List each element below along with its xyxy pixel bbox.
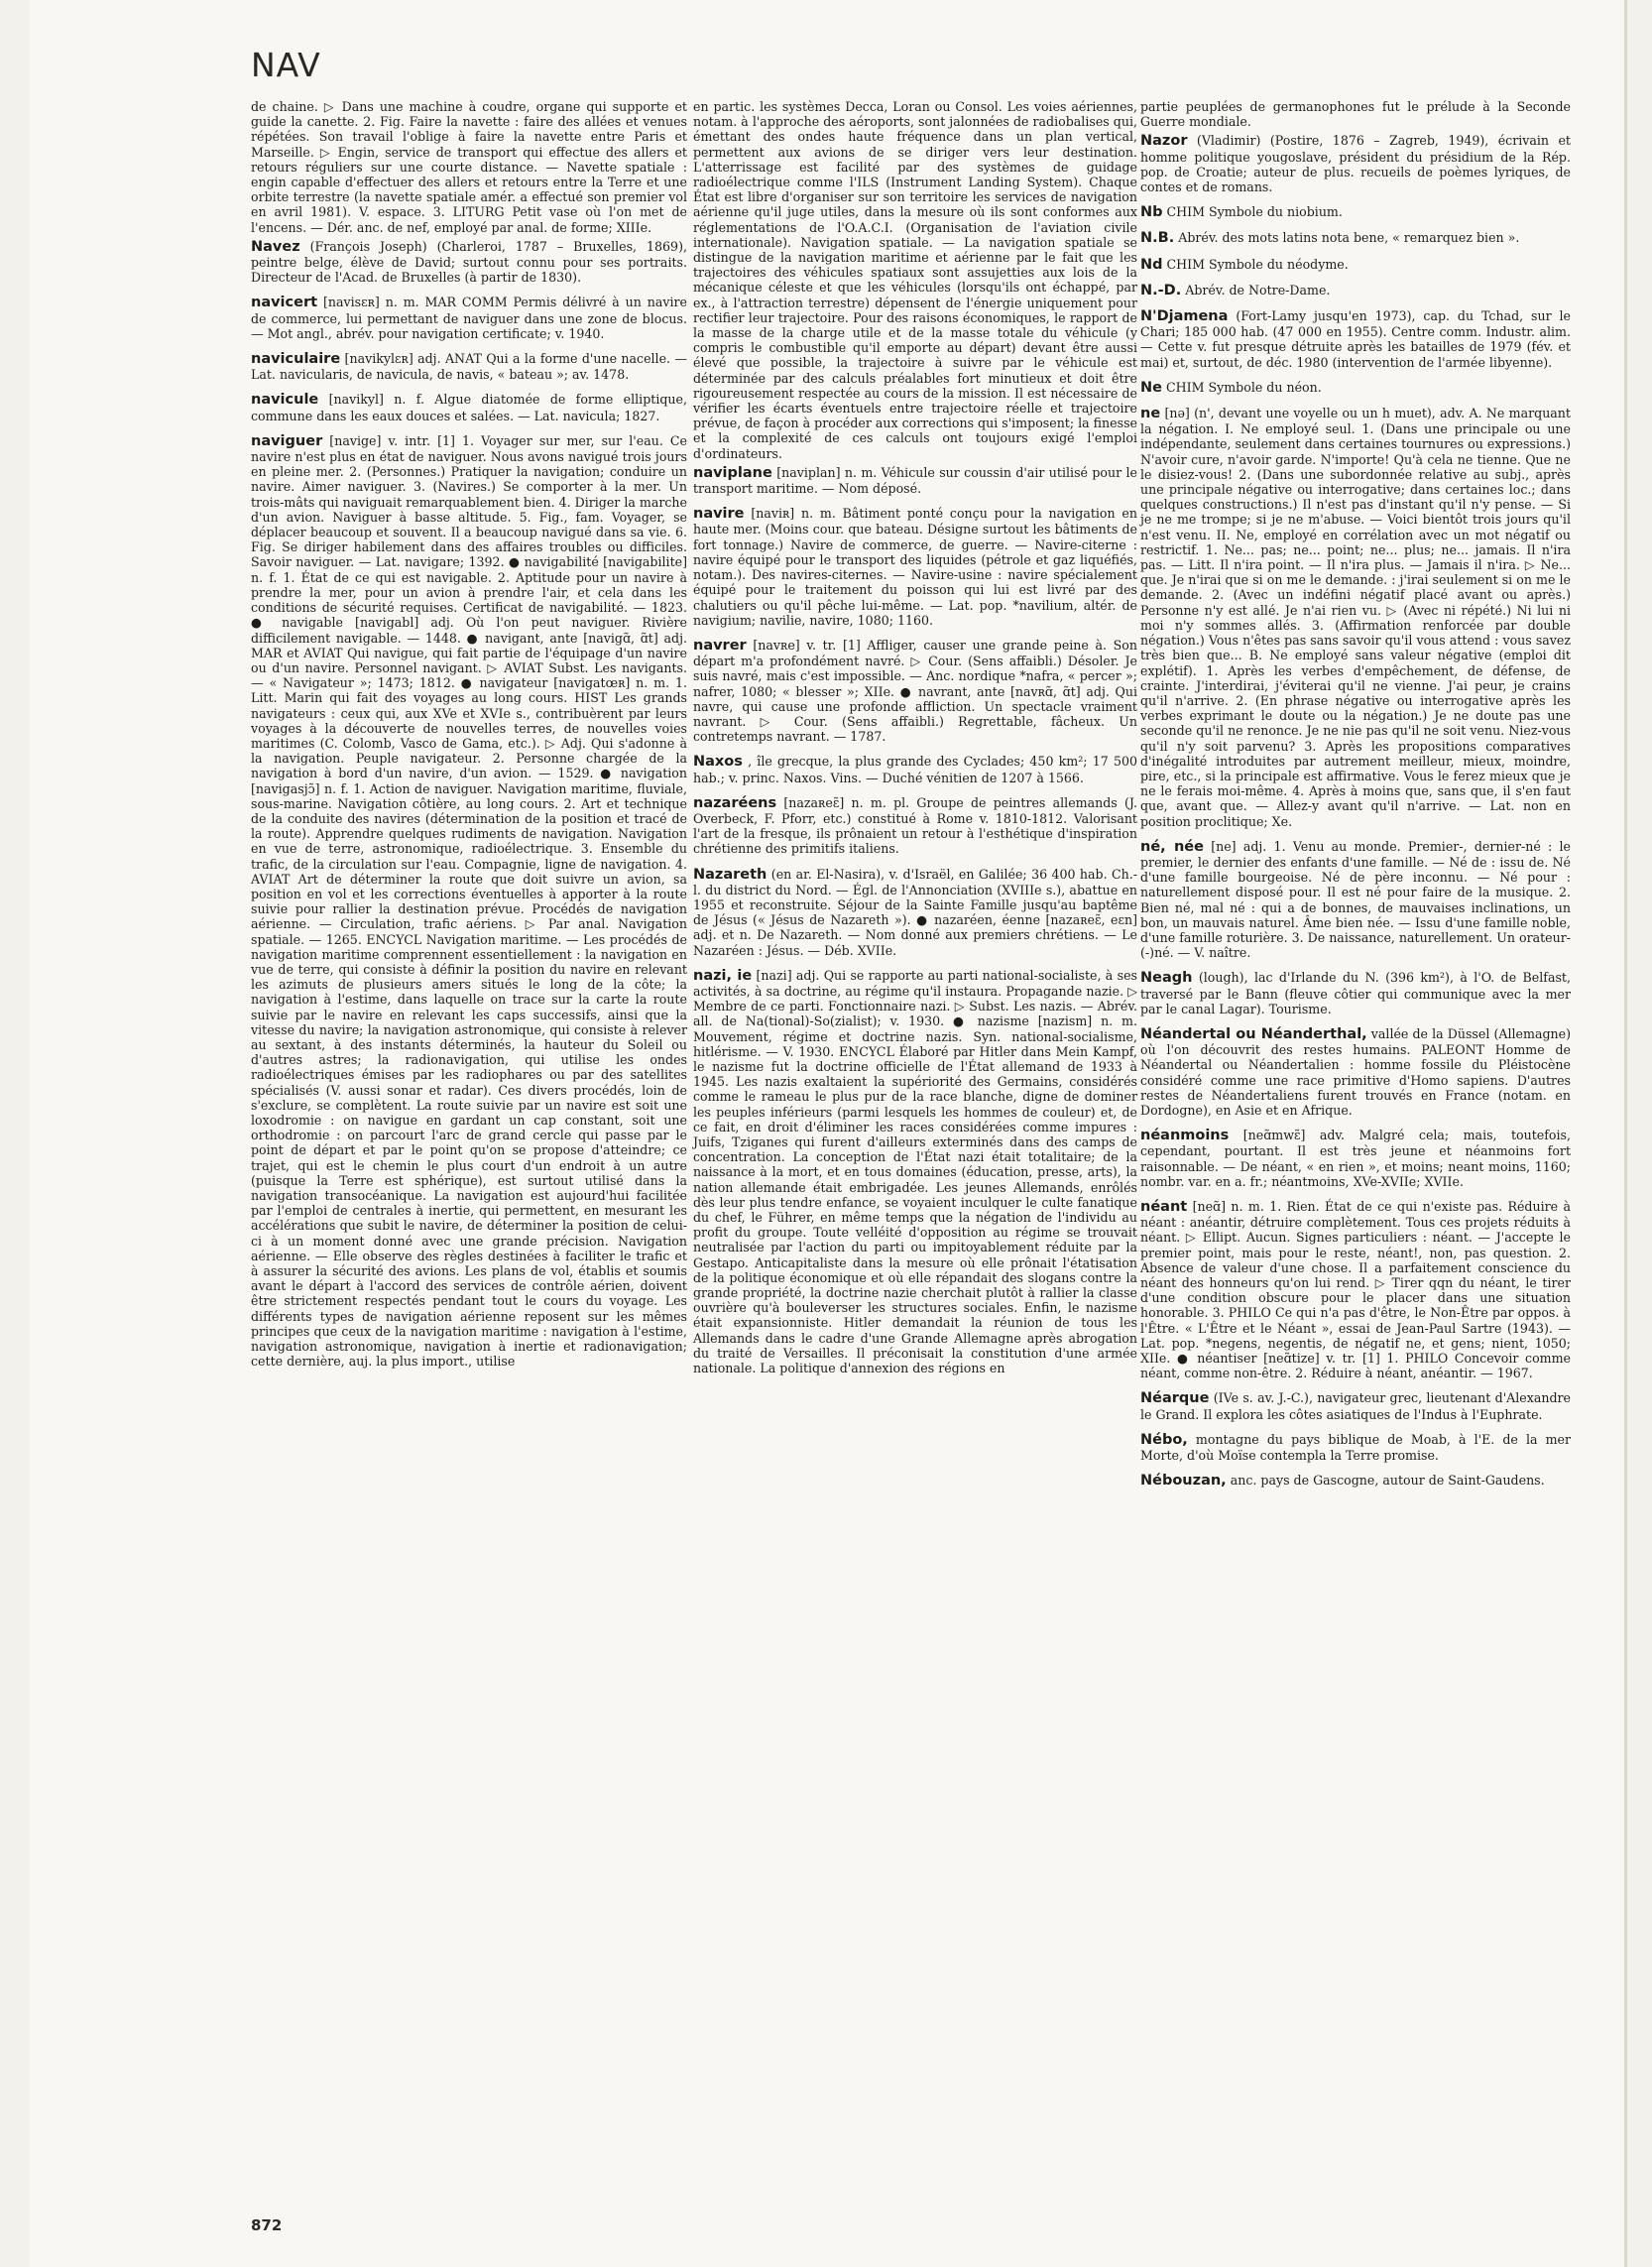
entry-headword: navrer — [693, 637, 747, 654]
dictionary-entry — [1140, 839, 1571, 961]
entry-paragraph — [1140, 257, 1571, 273]
entry-paragraph — [1140, 406, 1571, 829]
entry-headword: Nazor — [1140, 133, 1188, 150]
entry-paragraph — [1140, 1199, 1571, 1380]
dictionary-entry — [693, 465, 1137, 496]
dictionary-entry — [1140, 1199, 1571, 1380]
entry-definition: anc. pays de Gascogne, autour de Saint-Gaudens. — [1230, 1473, 1545, 1489]
dictionary-entry — [251, 239, 687, 286]
entry-paragraph — [693, 754, 1137, 784]
entry-paragraph — [1140, 133, 1571, 194]
entry-definition: [naviplan] n. m. Véhicule sur coussin d'air utilisé pour le transport maritime. — Nom déposé. — [693, 464, 1137, 497]
page-number: 872 — [251, 2216, 283, 2234]
entry-headword: naviguer — [251, 432, 323, 449]
entry-definition: (lough), lac d'Irlande du N. (396 km²), à l'O. de Belfast, traversé par le Bann (fleuve côtier qui communique avec la mer par le canal Lagar). Tourisme. — [1140, 970, 1571, 1016]
entry-definition: vallée de la Düssel (Allemagne) où l'on découvrit des restes humains. PALEONT Homme de Néandertal ou Néandertalien : homme fossile du Pléistocène considéré comme une race primitive d'Homo sapiens. D'autres restes de Néandertaliens furent trouvés en France (notam. en Dordogne), en Asie et en Afrique. — [1140, 1025, 1571, 1118]
entry-paragraph — [693, 99, 1137, 461]
continued-text — [251, 99, 687, 235]
entry-headword: naviplane — [693, 464, 772, 481]
entry-definition: (en ar. El-Nasira), v. d'Israël, en Galilée; 36 400 hab. Ch.-l. du district du Nord. — Égl. de l'Annonciation (XVIIIe s.), abattue en 1955 et reconstruite. Séjour de la Sainte Famille jusqu'au baptême de Jésus (« Jésus de Nazareth »). ● nazaréen, éenne [nazaʀeɛ̃, eɛn] adj. et n. De Nazareth. — Nom donné aux premiers chrétiens. — Le Nazaréen : Jésus. — Déb. XVIIe. — [693, 866, 1137, 958]
entry-definition: Abrév. de Notre-Dame. — [1185, 282, 1331, 298]
entry-paragraph — [693, 638, 1137, 744]
entry-paragraph — [1140, 230, 1571, 246]
entry-definition: de chaine. ▷ Dans une machine à coudre, organe qui supporte et guide la canette. 2. Fig. Faire la navette : faire des allées et venues répétées. Son travail l'oblige à faire la navette entre Paris et Marseille. ▷ Engin, service de transport qui effectue des allers et retours réguliers sur une courte distance. — Navette spatiale : engin capable d'effectuer des allers et retours entre la Terre et une orbite terrestre (la navette spatiale amér. a effectué son premier vol en avril 1981). V. espace. 3. LITURG Petit vase où l'on met de l'encens. — Dér. anc. de nef, employé par anal. de forme; XIIIe. — [251, 99, 687, 235]
dictionary-entry — [1140, 380, 1571, 396]
entry-paragraph — [1140, 1390, 1571, 1421]
entry-headword: Naxos — [693, 754, 743, 771]
dictionary-entry — [1140, 257, 1571, 273]
entry-paragraph — [693, 506, 1137, 628]
dictionary-entry — [1140, 230, 1571, 246]
entry-definition: Abrév. des mots latins nota bene, « remarquez bien ». — [1178, 230, 1520, 246]
entry-definition: CHIM Symbole du néon. — [1166, 379, 1322, 395]
entry-definition: [neɑ̃] n. m. 1. Rien. État de ce qui n'existe pas. Réduire à néant : anéantir, détruire complètement. Tous ces projets réduits à néant. ▷ Ellipt. Aucun. Signes particuliers : néant. — J'accepte le premier point, mais pour le reste, néant!, non, pas question. 2. Absence de valeur d'une chose. Il a parfaitement conscience du néant des honneurs qu'on lui rend. ▷ Tirer qqn du néant, le tirer d'une condition obscure pour le placer dans une situation honorable. 3. PHILO Ce qui n'a pas d'être, le Non-Être par oppos. à l'Être. « L'Être et le Néant », essai de Jean-Paul Sartre (1943). — Lat. pop. *negens, negentis, de négatif ne, et gens; nient, 1050; XIIe. ● néantiser [neɑ̃tize] v. tr. [1] 1. PHILO Concevoir comme néant, comme non-être. 2. Réduire à néant, anéantir. — 1967. — [1140, 1199, 1571, 1381]
dictionary-entry — [251, 295, 687, 341]
entry-paragraph — [693, 968, 1137, 1375]
entry-headword: navicert — [251, 295, 318, 311]
entry-definition: [navige] v. intr. [1] 1. Voyager sur mer, sur l'eau. Ce navire n'est plus en état de naviguer. Nous avons navigué trois jours en pleine mer. 2. (Personnes.) Pratiquer la navigation; conduire un navire. Aimer naviguer. 3. (Navires.) Se comporter à la mer. Un trois-mâts qui naviguait remarquablement bien. 4. Diriger la marche d'un avion. Naviguer à basse altitude. 5. Fig., fam. Voyager, se déplacer beaucoup et souvent. Il a beaucoup navigué dans sa vie. 6. Fig. Se diriger habilement dans des affaires troubles ou difficiles. Savoir naviguer. — Lat. navigare; 1392. ● navigabilité [navigabilite] n. f. 1. État de ce qui est navigable. 2. Aptitude pour un navire à prendre la mer, pour un avion à prendre l'air, et cela dans les conditions de sécurité requises. Certificat de navigabilité. — 1823. ● navigable [navigabl] adj. Où l'on peut naviguer. Rivière difficilement navigable. — 1448. ● navigant, ante [navigɑ̃, ɑ̃t] adj. MAR et AVIAT Qui navigue, qui fait partie de l'équipage d'un navire ou d'un navire. Personnel navigant. ▷ AVIAT Subst. Les navigants. — « Navigateur »; 1473; 1812. ● navigateur [navigatœʀ] n. m. 1. Litt. Marin qui fait des voyages au long cours. HIST Les grands navigateurs : ceux qui, aux XVe et XVIe s., contribuèrent par leurs voyages à la découverte de nouvelles terres, de nouvelles voies maritimes (C. Colomb, Vasco de Gama, etc.). ▷ Adj. Qui s'adonne à la navigation. Peuple navigateur. 2. Personne chargée de la navigation à bord d'un navire, d'un avion. — 1529. ● navigation [navigasjɔ̃] n. f. 1. Action de naviguer. Navigation maritime, fluviale, sous-marine. Navigation côtière, au long cours. 2. Art et technique de la conduite des navires (détermination de la position et tracé de la route). Apprendre quelques rudiments de navigation. Navigation en vue de terre, astronomique, radioélectrique. 3. Ensemble du trafic, de la circulation sur l'eau. Compagnie, ligne de navigation. 4. AVIAT Art de déterminer la route que doit suivre un avion, sa position en vol et les corrections éventuelles à apporter à la route suivie pour rallier la destination prévue. Procédés de navigation aérienne. — Circulation, trafic aériens. ▷ Par anal. Navigation spatiale. — 1265. ENCYCL Navigation maritime. — Les procédés de navigation maritime comprennent essentiellement : la navigation en vue de terre, qui consiste à définir la position du navire en relevant les azimuts de plusieurs amers situés le long de la côte; la navigation à l'estime, dans laquelle on trace sur la carte la route suivie par le navire en relevant les caps successifs, ainsi que la vitesse du navire; la navigation astronomique, qui consiste à relever au sextant, à des instants déterminés, la hauteur du Soleil ou d'autres astres; la radionavigation, qui utilise les ondes radioélectriques émises par les radiophares ou par des satellites spécialisés (V. aussi sonar et radar). Ces divers procédés, loin de s'exclure, se complètent. La route suivie par un navire est soit une loxodromie : on navigue en gardant un cap constant, soit une orthodromie : on parcourt l'arc de grand cercle qui passe par le point de départ et par le point qu'on se propose d'atteindre; ce trajet, qui est le chemin le plus court d'un endroit à un autre (puisque la Terre est sphérique), est surtout utilisé dans la navigation transocéanique. La navigation est aujourd'hui facilitée par l'emploi de centrales à inertie, qui permettent, en mesurant les accélérations que subit le navire, de déterminer la position de celui-ci à un moment donné avec une grande précision. Navigation aérienne. — Elle observe des règles destinées à faciliter le trafic et à assurer la sécurité des avions. Les plans de vol, établis et soumis avant le départ à l'accord des services de contrôle aérien, doivent être strictement respectés pendant tout le cours du voyage. Les différents types de navigation aérienne reposent sur les mêmes principes que ceux de la navigation maritime : navigation à l'estime, navigation astronomique, navigation à inertie et radionavigation; cette dernière, auj. la plus import., utilise — [251, 432, 687, 1370]
entry-paragraph — [251, 392, 687, 422]
column-1 — [251, 99, 687, 1378]
entry-definition: [nazi] adj. Qui se rapporte au parti national-socialiste, à ses activités, à sa doctrine, au régime qu'il instaura. Propagande nazie. ▷ Membre de ce parti. Fonctionnaire nazi. ▷ Subst. Les nazis. — Abrév. all. de Na(tional)-So(zialist); v. 1930. ● nazisme [nazism] n. m. Mouvement, régime et doctrine nazis. Syn. national-socialisme, hitlérisme. — V. 1930. ENCYCL Élaboré par Hitler dans Mein Kampf, le nazisme fut la doctrine officielle de l'État allemand de 1933 à 1945. Les nazis exaltaient la supériorité des Germains, considérés comme le rameau le plus pur de la race blanche, digne de dominer les peuples inférieurs (parmi lesquels les hommes de couleur) et, de ce fait, en droit d'éliminer les races considérées comme impures : Juifs, Tziganes qui furent d'ailleurs exterminés dans des camps de concentration. La conception de l'État nazi était totalitaire; de la naissance à la mort, et en tous domaines (éducation, presse, arts), la nation allemande était embrigadée. Les jeunes Allemands, enrôlés dès leur plus tendre enfance, se voyaient inculquer le culte fanatique du chef, le Führer, en même temps que la négation de l'individu au profit du groupe. Toute velléité d'opposition au régime se trouvait neutralisée par l'action du parti ou impitoyablement réduite par la Gestapo. Anticapitaliste dans la mesure où elle prônait l'étatisation de la politique économique et où elle répandait des slogans contre la grande propriété, la doctrine nazie cherchait plutôt à rallier la classe ouvrière qu'à bouleverser les structures sociales. Enfin, le nazisme était expansionniste. Hitler demandait la réunion de tous les Allemands dans le cadre d'une Grande Allemagne après abrogation du traité de Versailles. Il préconisait la constitution d'une armée nationale. La politique d'annexion des régions en — [693, 967, 1137, 1376]
dictionary-entry — [251, 392, 687, 422]
entry-headword: N.B. — [1140, 230, 1175, 247]
entry-headword: Nébo, — [1140, 1431, 1188, 1448]
entry-paragraph — [1140, 380, 1571, 396]
entry-headword: nazaréens — [693, 794, 777, 811]
entry-headword: Nb — [1140, 204, 1163, 221]
entry-paragraph — [693, 867, 1137, 958]
entry-definition: (François Joseph) (Charleroi, 1787 – Bruxelles, 1869), peintre belge, élève de David; surtout connu pour ses portraits. Directeur de l'Acad. de Bruxelles (à partir de 1830). — [251, 238, 687, 286]
dictionary-entry — [693, 638, 1137, 744]
entry-definition: [navʀe] v. tr. [1] Affliger, causer une grande peine à. Son départ m'a profondément navré. ▷ Cour. (Sens affaibli.) Désoler. Je suis navré, mais c'est impossible. — Anc. nordique *nafra, « percer »; nafrer, 1080; « blesser »; XIIe. ● navrant, ante [navʀɑ̃, ɑ̃t] adj. Qui navre, qui cause une profonde affliction. Un spectacle vraiment navrant. ▷ Cour. (Sens affaibli.) Regrettable, fâcheux. Un contretemps navrant. — 1787. — [693, 637, 1137, 745]
entry-paragraph — [693, 795, 1137, 857]
entry-paragraph — [1140, 970, 1571, 1016]
entry-definition: CHIM Symbole du néodyme. — [1166, 256, 1349, 272]
entry-definition: partie peuplées de germanophones fut le prélude à la Seconde Guerre mondiale. — [1140, 99, 1571, 130]
dictionary-entry — [1140, 1432, 1571, 1463]
dictionary-entry — [251, 433, 687, 1370]
entry-headword: Navez — [251, 238, 300, 255]
entry-headword: Néandertal ou Néanderthal, — [1140, 1025, 1367, 1042]
entry-definition: (IVe s. av. J.-C.), navigateur grec, lieutenant d'Alexandre le Grand. Il explora les côtes asiatiques de l'Indus à l'Euphrate. — [1140, 1390, 1571, 1422]
entry-definition: [nazaʀeɛ̃] n. m. pl. Groupe de peintres allemands (J. Overbeck, F. Pforr, etc.) constitué à Rome v. 1810-1812. Valorisant l'art de la fresque, ils prônaient un retour à l'esthétique d'inspiration chrétienne des primitifs italiens. — [693, 794, 1137, 857]
entry-paragraph — [1140, 1473, 1571, 1489]
entry-headword: Nazareth — [693, 866, 767, 883]
column-3 — [1140, 99, 1571, 1498]
entry-definition: [navikylɛʀ] adj. ANAT Qui a la forme d'une nacelle. — Lat. navicularis, de navicula, de navis, « bateau »; av. 1478. — [251, 351, 687, 383]
entry-headword: Néarque — [1140, 1390, 1210, 1407]
entry-headword: néanmoins — [1140, 1128, 1230, 1144]
entry-definition: [ne] adj. 1. Venu au monde. Premier-, dernier-né : le premier, le dernier des enfants d'une famille. — Né de : issu de. Né d'une famille bourgeoise. Né de père inconnu. — Né pour : naturellement disposé pour. Il est né pour faire de la musique. 2. Bien né, mal né : qui a de bonnes, de mauvaises inclinations, un bon, un mauvais naturel. Âme bien née. — Issu d'une famille noble, d'une famille roturière. 3. De naissance, naturellement. Un orateur-(-)né. — V. naître. — [1140, 838, 1571, 961]
entry-paragraph — [1140, 1432, 1571, 1463]
entry-definition: CHIM Symbole du niobium. — [1166, 204, 1343, 220]
dictionary-entry — [693, 506, 1137, 628]
entry-headword: navicule — [251, 392, 319, 409]
entry-headword: ne — [1140, 406, 1161, 422]
entry-paragraph — [1140, 308, 1571, 370]
entry-definition: , île grecque, la plus grande des Cyclades; 450 km²; 17 500 hab.; v. princ. Naxos. Vins. — Duché vénitien de 1207 à 1566. — [693, 754, 1137, 785]
dictionary-entry — [693, 968, 1137, 1375]
entry-paragraph — [1140, 1026, 1571, 1118]
entry-paragraph — [1140, 1128, 1571, 1189]
entry-definition: [neɑ̃mwɛ̃] adv. Malgré cela; mais, toutefois, cependant, pourtant. Il est très jeune et néanmoins fort raisonnable. — De néant, « en rien », et moins; neant moins, 1160; nombr. var. en a. fr.; néantmoins, XVe-XVIIe; XVIIe. — [1140, 1128, 1572, 1189]
entry-headword: Nd — [1140, 256, 1163, 273]
entry-definition: montagne du pays biblique de Moab, à l'E. de la mer Morte, d'où Moïse contempla la Terre promise. — [1140, 1431, 1571, 1464]
entry-paragraph — [1140, 99, 1571, 129]
entry-definition: [navisɛʀ] n. m. MAR COMM Permis délivré à un navire de commerce, lui permettant de naviguer dans une zone de blocus. — Mot angl., abrév. pour navigation certificate; v. 1940. — [251, 295, 687, 341]
dictionary-entry — [693, 867, 1137, 958]
continued-text — [1140, 99, 1571, 129]
entry-definition: en partic. les systèmes Decca, Loran ou Consol. Les voies aériennes, notam. à l'approche des aéroports, sont jalonnées de radiobalises qui, émettant des ondes haute fréquence dans un plan vertical, permettent aux avions de se diriger vers leur destination. L'atterrissage est facilité par des systèmes de guidage radioélectrique comme l'ILS (Instrument Landing System). Chaque État est libre d'organiser sur son territoire les services de navigation aérienne qu'il juge utiles, dans la mesure où ils sont conformes aux réglementations de l'O.A.C.I. (Organisation de l'aviation civile internationale). Navigation spatiale. — La navigation spatiale se distingue de la navigation maritime et aérienne par le fait que les trajectoires des véhicules spatiaux sont assujetties aux lois de la mécanique céleste et que les véhicules (lorsqu'ils ont échappé, par ex., à l'attraction terrestre) dépensent de l'énergie uniquement pour rectifier leur trajectoire. Pour des raisons économiques, le rapport de la masse de la charge utile et de la masse totale du véhicule (y compris le combustible qu'il emporte au départ) devant être aussi élevé que possible, la trajectoire à suivre par le véhicule est déterminée par des calculs préalables fort minutieux et doit être rigoureusement respectée au cours de la mission. Il est nécessaire de vérifier les écarts éventuels entre trajectoire réelle et trajectoire prévue, de façon à procéder aux corrections qui s'imposent; la finesse et la complexité de ces calculs ont toujours exigé l'emploi d'ordinateurs. — [693, 99, 1137, 461]
entry-paragraph — [251, 99, 687, 235]
entry-headword: Nébouzan, — [1140, 1473, 1227, 1490]
entry-headword: Ne — [1140, 379, 1162, 396]
dictionary-entry — [693, 754, 1137, 784]
entry-definition: (Fort-Lamy jusqu'en 1973), cap. du Tchad, sur le Chari; 185 000 hab. (47 000 en 1955). Centre comm. Industr. alim. — Cette v. fut presque détruite après les batailles de 1979 (fév. et mai) et, surtout, de déc. 1980 (intervention de l'armée libyenne). — [1140, 308, 1571, 370]
entry-definition: (Vladimir) (Postire, 1876 – Zagreb, 1949), écrivain et homme politique yougoslave, président du présidium de la Rép. pop. de Croatie; auteur de plus. recueils de poèmes lyriques, de contes et de romans. — [1140, 133, 1571, 195]
entry-paragraph — [251, 295, 687, 341]
column-2 — [693, 99, 1137, 1385]
entry-definition: [nə] (n', devant une voyelle ou un h muet), adv. A. Ne marquant la négation. I. Ne employé seul. 1. (Dans une principale ou une indépendante, seulement dans certaines tournures ou expressions.) N'avoir cure, n'avoir garde. N'importe! Qu'à cela ne tienne. Que ne le disiez-vous! 2. (Dans une subordonnée relative au subj., après une principale négative ou interrogative; dans certaines loc.; dans quelques constructions.) Il n'est pas d'instant qu'il n'y pense. — Si je ne me trompe; si je ne m'abuse. — Voici bientôt trois jours qu'il n'est venu. II. Ne, employé en corrélation avec un mot négatif ou restrictif. 1. Ne... pas; ne... point; ne... plus; ne... jamais. Il n'ira pas. — Litt. Il n'ira point. — Il n'ira plus. — Jamais il n'ira. ▷ Ne... que. Je n'irai que si on me le demande. : j'irai seulement si on me le demande. 2. (Avec un indéfini négatif placé avant ou après.) Personne n'y est allé. Je n'ai rien vu. ▷ (Avec ni répété.) Ni lui ni moi n'y sommes allés. 3. (Affirmation renforcée par double négation.) Vous n'êtes pas sans savoir qu'il vous attend : vous savez très bien que... B. Ne employé sans valeur négative (emploi dit explétif). 1. Après les verbes d'empêchement, de défense, de crainte. J'interdirai, j'éviterai qu'il ne vienne. J'ai peur, je crains qu'il n'arrive. 2. (En phrase négative ou interrogative après les verbes exprimant le doute ou la négation.) Je ne doute pas une seconde qu'il ne renonce. Je ne nie pas qu'il ne soit venu. Niez-vous qu'il n'y soit parvenu? 3. Après les propositions comparatives d'inégalité introduites par autrement meilleur, mieux, moindre, pire, etc., si la principale est affirmative. Vous le ferez mieux que je ne le ferais moi-même. 4. Après à moins que, sans que, il s'en faut que, avant que. — Allez-y avant qu'il n'arrive. — Lat. non en position proclitique; Xe. — [1140, 406, 1571, 829]
entry-headword: Neagh — [1140, 970, 1193, 987]
entry-paragraph — [1140, 283, 1571, 298]
dictionary-entry — [1140, 1026, 1571, 1118]
dictionary-entry — [1140, 308, 1571, 370]
dictionary-entry — [1140, 283, 1571, 298]
entry-paragraph — [1140, 839, 1571, 961]
dictionary-entry — [1140, 133, 1571, 194]
page-title: NAV — [251, 46, 321, 84]
entry-headword: néant — [1140, 1199, 1188, 1215]
entry-headword: nazi, ie — [693, 967, 753, 984]
entry-headword: navire — [693, 506, 745, 523]
entry-definition: [naviʀ] n. m. Bâtiment ponté conçu pour la navigation en haute mer. (Moins cour. que bateau. Désigne surtout les bâtiments de fort tonnage.) Navire de commerce, de guerre. — Navire-citerne : navire équipé pour le transport des liquides (pétrole et gaz liquéfiés, notam.). Des navires-citernes. — Navire-usine : navire spécialement équipé pour le traitement du poisson qui lui est livré par des chalutiers ou qu'il pêche lui-même. — Lat. pop. *navilium, altér. de navigium; navilie, navire, 1080; 1160. — [693, 506, 1137, 628]
entry-headword: né, née — [1140, 838, 1204, 855]
entry-paragraph — [251, 351, 687, 382]
dictionary-entry — [693, 795, 1137, 857]
entry-headword: N'Djamena — [1140, 308, 1229, 325]
entry-paragraph — [1140, 204, 1571, 220]
dictionary-entry — [1140, 1390, 1571, 1421]
entry-paragraph — [251, 239, 687, 286]
entry-paragraph — [693, 465, 1137, 496]
continued-text — [693, 99, 1137, 461]
entry-paragraph — [251, 433, 687, 1370]
entry-definition: [navikyl] n. f. Algue diatomée de forme elliptique, commune dans les eaux douces et salées. — Lat. navicula; 1827. — [251, 392, 687, 423]
entry-headword: naviculaire — [251, 351, 341, 368]
dictionary-entry — [1140, 406, 1571, 829]
entry-headword: N.-D. — [1140, 282, 1182, 298]
dictionary-entry — [251, 351, 687, 382]
dictionary-entry — [1140, 1473, 1571, 1489]
dictionary-entry — [1140, 204, 1571, 220]
dictionary-entry — [1140, 1128, 1571, 1189]
dictionary-entry — [1140, 970, 1571, 1016]
